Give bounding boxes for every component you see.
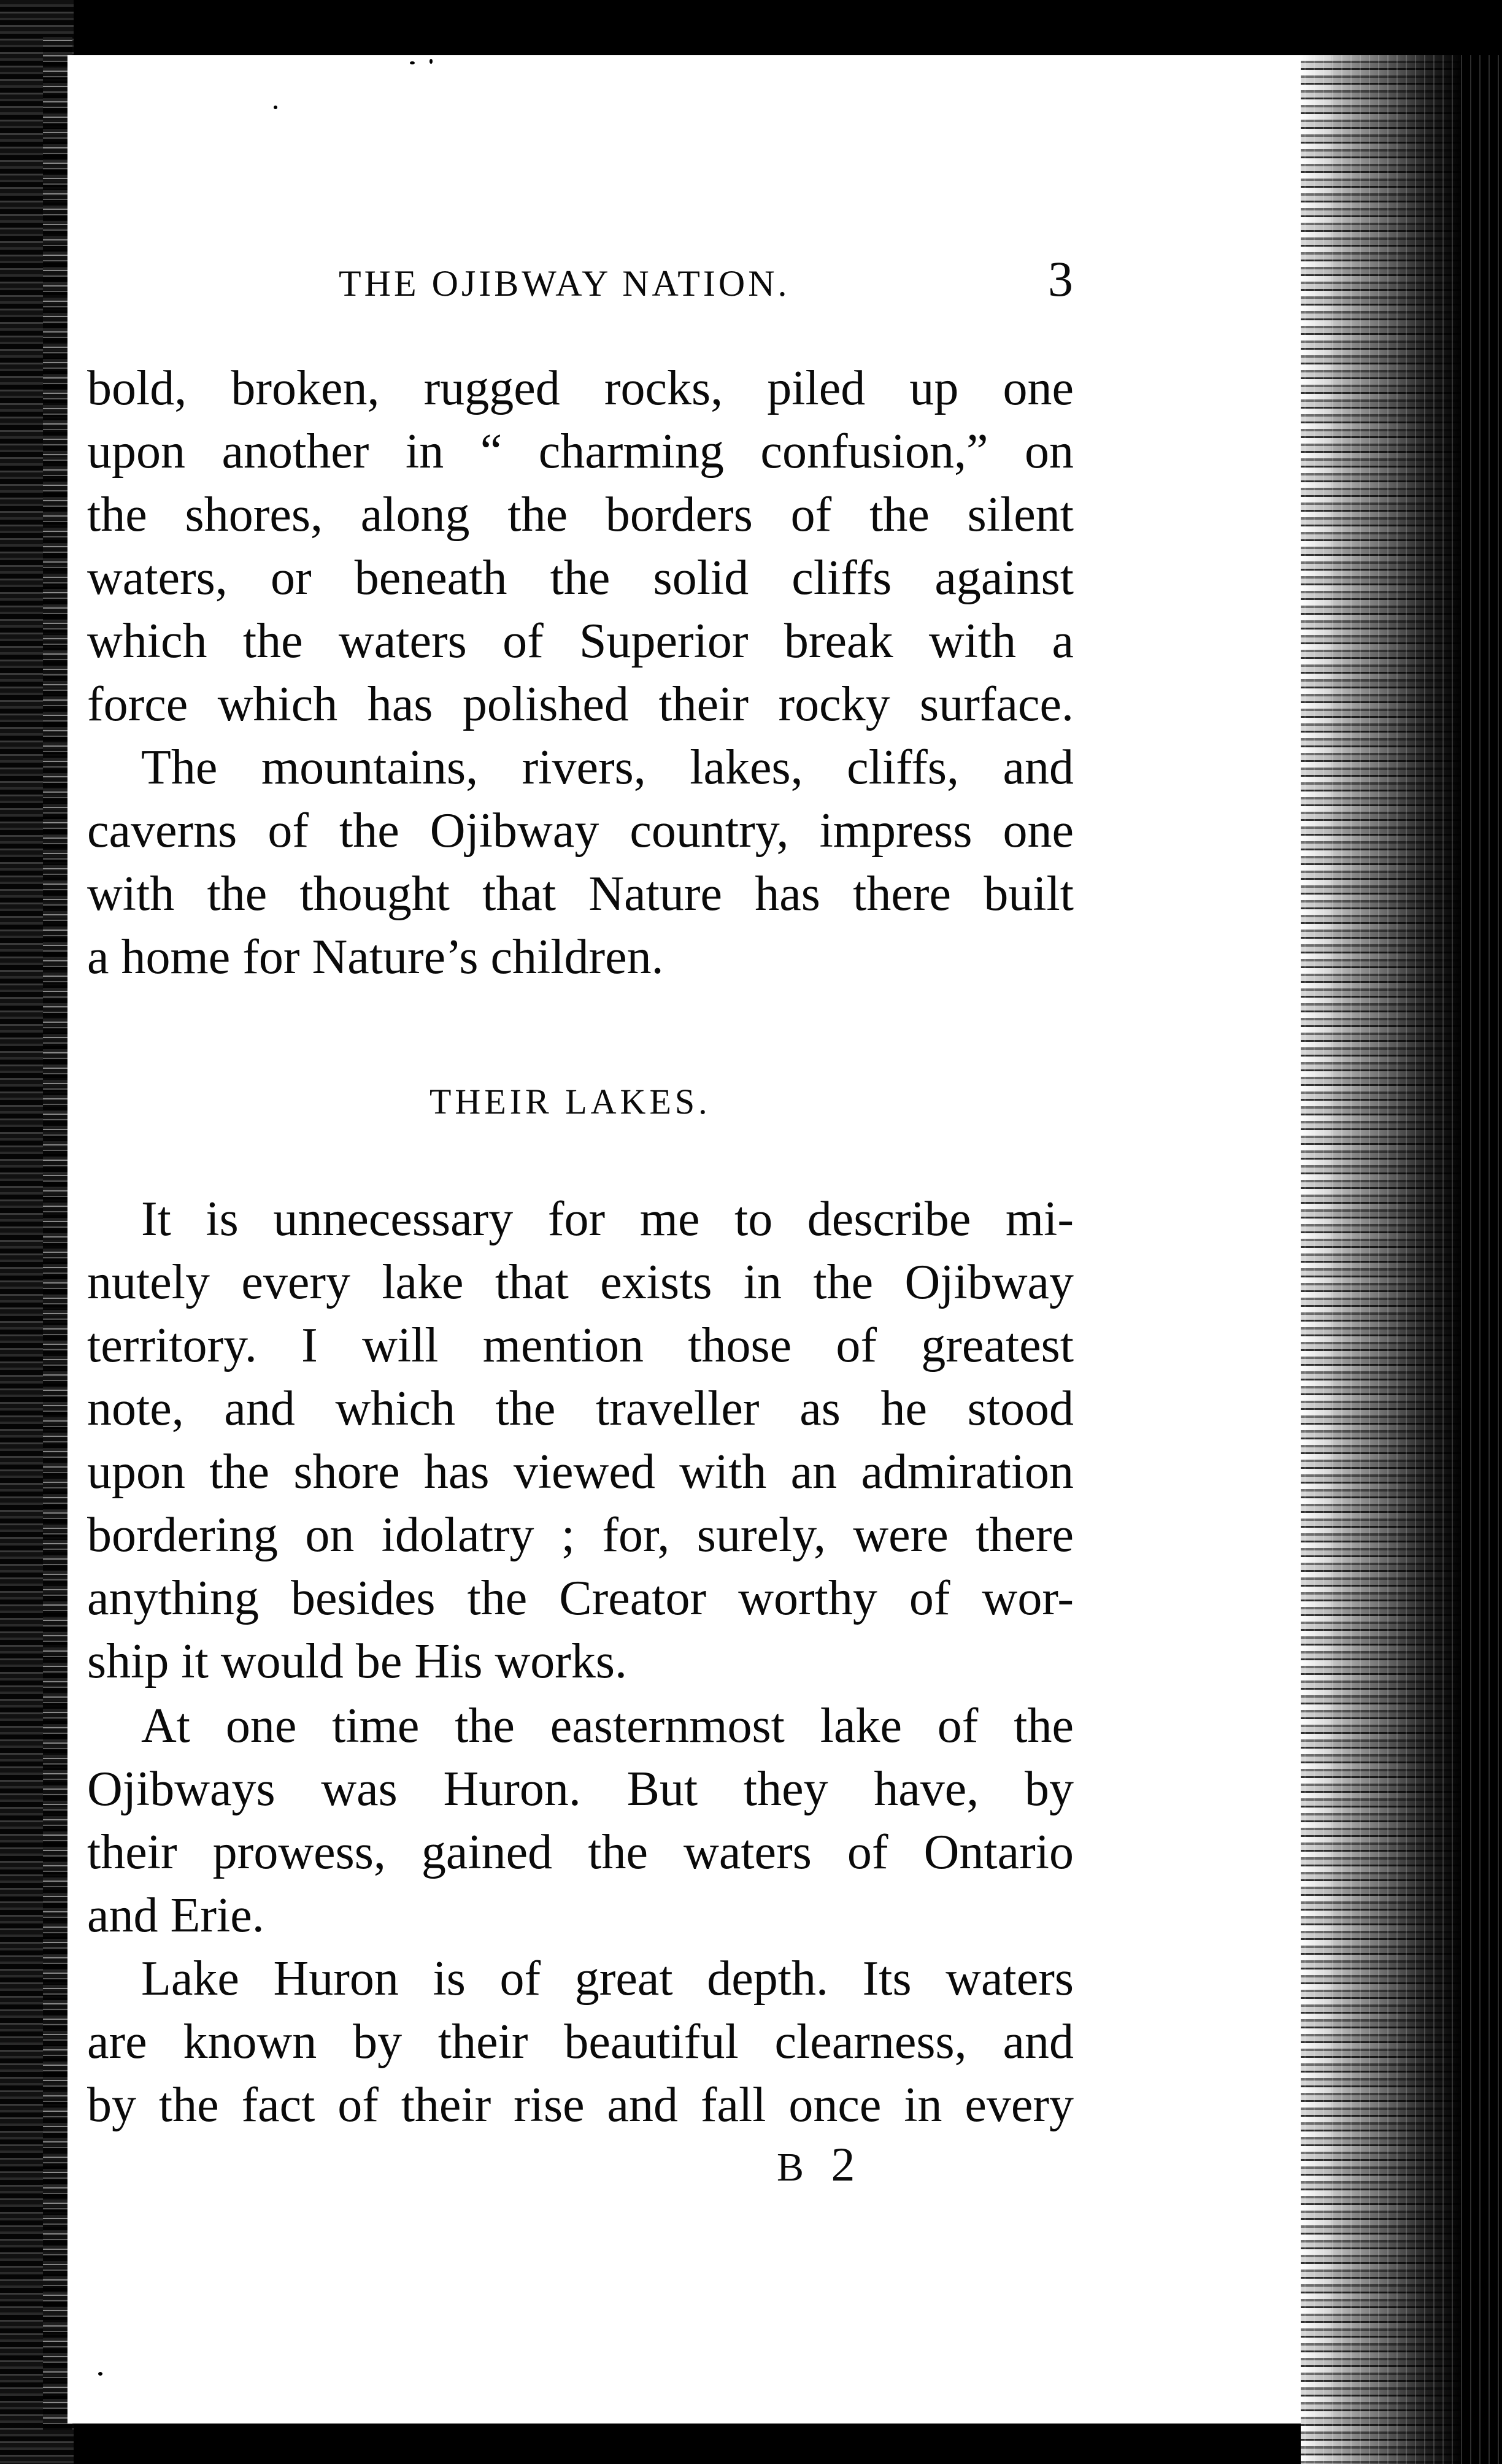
signature-number: 2 [831, 2138, 864, 2191]
scan-speck [98, 2372, 102, 2376]
text-line: are known by their beautiful clearness, and [87, 2015, 1074, 2069]
text-line: Lake Huron is of great depth. Its waters [141, 1952, 1074, 2006]
section-heading: THEIR LAKES. [429, 1082, 711, 1122]
paragraph [87, 1695, 1074, 1947]
text-line: their prowess, gained the waters of Ontario [87, 1825, 1074, 1879]
running-head: THE OJIBWAY NATION. [339, 263, 790, 304]
text-line: upon the shore has viewed with an admiration [87, 1445, 1074, 1499]
text-line: territory. I will mention those of greatest [87, 1319, 1074, 1373]
text-line: a home for Nature’s children. [87, 930, 664, 984]
scan-speck [410, 61, 415, 64]
page-number: 3 [1048, 251, 1073, 307]
text-line: which the waters of Superior break with a [87, 614, 1074, 668]
paragraph [87, 1947, 1074, 2137]
paragraph [87, 1188, 1074, 1693]
signature-letter: B [777, 2145, 813, 2190]
text-line: force which has polished their rocky surface. [87, 677, 1074, 731]
text-line: the shores, along the borders of the silent [87, 488, 1074, 542]
text-line: upon another in “ charming confusion,” on [87, 425, 1074, 479]
page-edge-right-texture [1301, 55, 1502, 2464]
text-line: At one time the easternmost lake of the [141, 1699, 1074, 1753]
text-line: Ojibways was Huron. But they have, by [87, 1762, 1074, 1816]
text-line: It is unnecessary for me to describe mi- [141, 1192, 1074, 1246]
text-line: bold, broken, rugged rocks, piled up one [87, 361, 1074, 415]
paragraph [87, 736, 1074, 989]
text-line: ship it would be His works. [87, 1634, 627, 1688]
text-line: and Erie. [87, 1888, 264, 1942]
text-line: by the fact of their rise and fall once in every [87, 2078, 1074, 2132]
text-line: waters, or beneath the solid cliffs against [87, 551, 1074, 605]
text-line: bordering on idolatry ; for, surely, were there [87, 1508, 1074, 1562]
text-line: The mountains, rivers, lakes, cliffs, and [141, 741, 1074, 795]
signature-mark [777, 2137, 864, 2192]
scan-speck [429, 59, 433, 64]
text-line: nutely every lake that exists in the Ojibway [87, 1255, 1074, 1309]
paragraph [87, 357, 1074, 736]
text-line: with the thought that Nature has there built [87, 867, 1074, 921]
text-line: note, and which the traveller as he stood [87, 1382, 1074, 1436]
text-line: anything besides the Creator worthy of wor- [87, 1571, 1074, 1625]
scan-speck [274, 106, 277, 109]
text-line: caverns of the Ojibway country, impress one [87, 804, 1074, 858]
